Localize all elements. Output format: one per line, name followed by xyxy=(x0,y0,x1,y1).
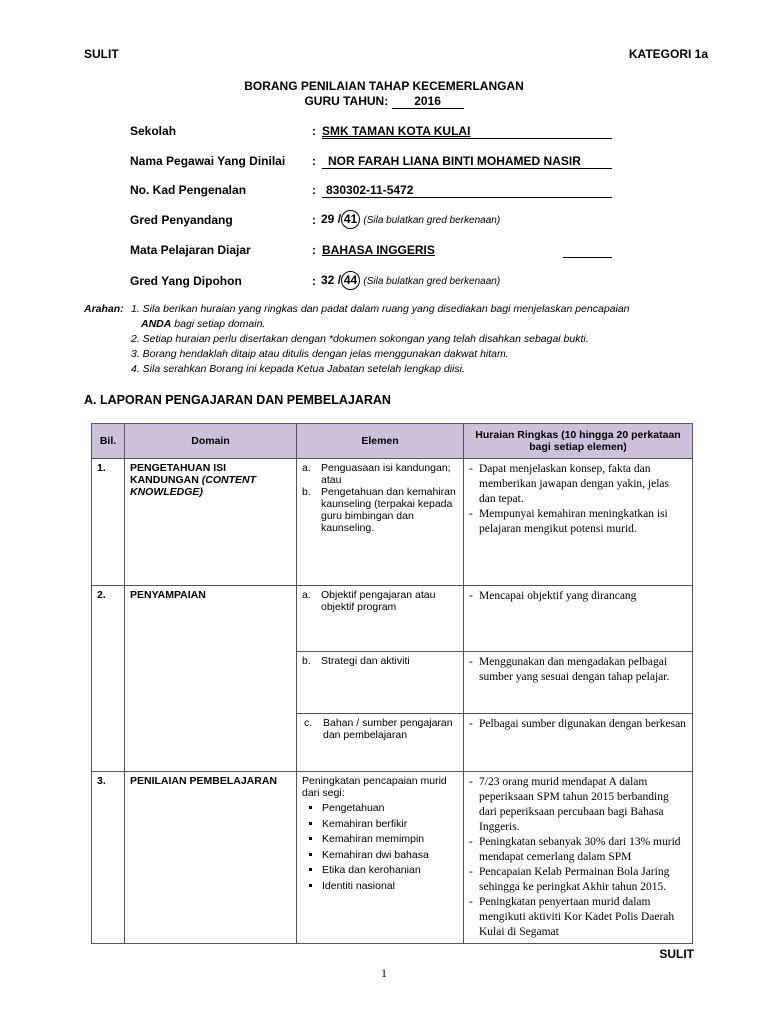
row2-elemen-b-letter: b. xyxy=(302,655,311,667)
arahan-line4: 4. Sila serahkan Borang ini kepada Ketua Jabatan setelah lengkap diisi. xyxy=(131,363,465,375)
row3-huraian-3-text: Pencapaian Kelab Permainan Bola Jaring sehingga ke peringkat Akhir tahun 2015. xyxy=(479,866,670,893)
row1-huraian xyxy=(464,459,693,586)
dash: - xyxy=(469,656,473,668)
row2-elemen-c xyxy=(297,714,464,772)
row2-huraian-c-text: Pelbagai sumber digunakan dengan berkesan xyxy=(479,718,686,730)
sekolah-colon: : xyxy=(312,124,316,138)
dash: - xyxy=(469,866,473,878)
row1-elemen xyxy=(297,459,464,586)
sekolah-label: Sekolah xyxy=(130,124,177,138)
arahan-label: Arahan: xyxy=(84,303,124,315)
nama-value: NOR FARAH LIANA BINTI MOHAMED NASIR xyxy=(328,154,581,168)
gred-penyandang-note: (Sila bulatkan gred berkenaan) xyxy=(363,215,501,226)
row2-huraian-c xyxy=(464,714,693,772)
row1-domain xyxy=(125,459,297,586)
row2-huraian-a xyxy=(464,586,693,652)
kad-underline xyxy=(322,197,612,198)
mata-pelajaran-label: Mata Pelajaran Diajar xyxy=(130,243,251,257)
form-subtitle xyxy=(0,94,768,109)
guru-tahun-year xyxy=(392,95,464,109)
row3-huraian-4-text: Peningkatan penyertaan murid dalam mengikuti aktiviti Kor Kadet Polis Daerah Kulai di Segamat xyxy=(479,896,675,938)
row1-domain-italic: (CONTENT KNOWLEDGE) xyxy=(130,474,257,498)
kad-colon: : xyxy=(312,183,316,197)
sekolah-underline xyxy=(322,138,612,139)
row3-huraian-2-text: Peningkatan sebanyak 30% dari 13% murid mendapat cemerlang dalam SPM xyxy=(479,836,681,863)
row1-bil: 1. xyxy=(92,459,125,586)
list-item: ▪ Etika dan kerohanian xyxy=(322,863,458,879)
page-number: 1 xyxy=(381,966,387,980)
row1-elemen-a xyxy=(302,462,458,486)
table-row xyxy=(92,772,693,944)
table-header-row xyxy=(92,424,693,459)
arahan-line1: 1. Sila berikan huraian yang ringkas dan padat dalam ruang yang disediakan bagi menjelaskan pencapaian xyxy=(131,303,630,315)
gred-penyandang-label: Gred Penyandang xyxy=(130,213,233,227)
gred-dipohon-circled: 44 xyxy=(341,271,360,290)
kad-label: No. Kad Pengenalan xyxy=(130,183,247,197)
row2-domain: PENYAMPAIAN xyxy=(125,586,297,772)
row2-huraian-b-text: Menggunakan dan mengadakan pelbagai sumber yang sesuai dengan tahap pelajar. xyxy=(479,656,670,683)
mata-pelajaran-value: BAHASA INGGERIS xyxy=(322,243,435,257)
row2-elemen-a-letter: a. xyxy=(302,589,311,601)
year-value: 2016 xyxy=(414,94,441,108)
row2-elemen-c-text: Bahan / sumber pengajaran dan pembelajaran xyxy=(323,717,453,741)
mata-pelajaran-underline xyxy=(563,257,612,258)
dash: - xyxy=(469,776,473,788)
gred-penyandang-slash: / xyxy=(337,212,342,226)
row2-elemen-a-text: Objektif pengajaran atau objektif program xyxy=(321,589,436,613)
row1-huraian-2-text: Mempunyai kemahiran meningkatkan isi pelajaran mengikut potensi murid. xyxy=(479,508,668,535)
form-title: BORANG PENILAIAN TAHAP KECEMERLANGAN xyxy=(244,79,524,93)
row2-elemen-b xyxy=(297,652,464,714)
arahan-anda: ANDA xyxy=(141,318,172,330)
arahan-line2: 2. Setiap huraian perlu disertakan dengan *dokumen sokongan yang telah disahkan sebagai bukti. xyxy=(131,333,589,345)
header-left-sulit: SULIT xyxy=(84,47,119,61)
row3-elemen-intro: Peningkatan pencapaian murid dari segi: xyxy=(302,775,447,799)
guru-tahun-label: GURU TAHUN: xyxy=(304,94,389,108)
row3-huraian-1-text: 7/23 orang murid mendapat A dalam peperiksaan SPM tahun 2015 berbanding dari peperiksaan percubaan bagi Bahasa Inggeris. xyxy=(479,776,669,833)
dash: - xyxy=(469,836,473,848)
row1-elemen-b xyxy=(302,486,458,534)
dash: - xyxy=(469,508,473,520)
dash: - xyxy=(469,463,473,475)
footer-sulit: SULIT xyxy=(659,947,694,961)
gred-penyandang-a: 29 xyxy=(321,212,335,226)
row3-bil: 3. xyxy=(92,772,125,944)
sekolah-value: SMK TAMAN KOTA KULAI xyxy=(322,124,471,138)
row2-huraian-b xyxy=(464,652,693,714)
nama-label: Nama Pegawai Yang Dinilai xyxy=(130,154,286,168)
laporan-table xyxy=(91,423,693,944)
col-header-huraian: Huraian Ringkas (10 hingga 20 perkataan bagi setiap elemen) xyxy=(464,424,693,459)
arahan-line1b xyxy=(141,317,265,332)
gred-penyandang-circled: 41 xyxy=(341,210,360,229)
gred-dipohon-label: Gred Yang Dipohon xyxy=(130,274,242,288)
dash: - xyxy=(469,896,473,908)
row1-huraian-1-text: Dapat menjelaskan konsep, fakta dan memberikan jawapan dengan yakin, jelas dan tepat. xyxy=(479,463,669,505)
table-row xyxy=(92,586,693,652)
row1-elemen-a-letter: a. xyxy=(302,462,311,474)
list-item: ▪ Kemahiran memimpin xyxy=(322,832,458,848)
gred-dipohon-slash: / xyxy=(337,273,342,287)
row2-elemen-c-letter: c. xyxy=(304,717,313,729)
list-item: ▪ Kemahiran berfikir xyxy=(322,817,458,833)
row1-elemen-a-text: Penguasaan isi kandungan; atau xyxy=(321,462,451,486)
row1-huraian-2 xyxy=(469,507,687,537)
kad-value: 830302-11-5472 xyxy=(326,183,414,197)
gred-dipohon-a: 32 xyxy=(321,273,335,287)
gred-dipohon-colon: : xyxy=(312,274,316,288)
list-item: ▪ Pengetahuan xyxy=(322,801,458,817)
list-item: ▪ Kemahiran dwi bahasa xyxy=(322,848,458,864)
row3-elemen xyxy=(297,772,464,944)
row2-elemen-b-text: Strategi dan aktiviti xyxy=(321,655,410,667)
mata-pelajaran-colon: : xyxy=(312,243,316,257)
gred-dipohon-value xyxy=(321,271,500,290)
row1-elemen-b-letter: b. xyxy=(302,486,311,498)
col-header-elemen: Elemen xyxy=(297,424,464,459)
gred-penyandang-colon: : xyxy=(312,213,316,227)
row2-bil: 2. xyxy=(92,586,125,772)
row3-elemen-list xyxy=(302,801,458,895)
nama-colon: : xyxy=(312,154,316,168)
row2-elemen-a xyxy=(297,586,464,652)
section-a-heading: A. LAPORAN PENGAJARAN DAN PEMBELAJARAN xyxy=(84,393,391,407)
row1-domain-text: PENGETAHUAN ISI KANDUNGAN xyxy=(130,462,227,486)
row3-huraian xyxy=(464,772,693,944)
table-row xyxy=(92,459,693,586)
row1-huraian-1 xyxy=(469,462,687,507)
dash: - xyxy=(469,590,473,602)
header-right-kategori: KATEGORI 1a xyxy=(628,47,708,61)
col-header-bil: Bil. xyxy=(92,424,125,459)
arahan-line1b-rest: bagi setiap domain. xyxy=(171,318,266,330)
row2-huraian-a-text: Mencapai objektif yang dirancang xyxy=(479,590,637,602)
col-header-domain: Domain xyxy=(125,424,297,459)
gred-penyandang-value xyxy=(321,210,500,229)
dash: - xyxy=(469,718,473,730)
list-item: ▪ Identiti nasional xyxy=(322,879,458,895)
arahan-line3: 3. Borang hendaklah ditaip atau ditulis dengan jelas menggunakan dakwat hitam. xyxy=(131,348,509,360)
gred-dipohon-note: (Sila bulatkan gred berkenaan) xyxy=(363,276,501,287)
row1-elemen-b-text: Pengetahuan dan kemahiran kaunseling (terpakai kepada guru bimbingan dan kaunseling. xyxy=(321,486,456,534)
nama-underline xyxy=(322,168,612,169)
row3-domain: PENILAIAN PEMBELAJARAN xyxy=(125,772,297,944)
